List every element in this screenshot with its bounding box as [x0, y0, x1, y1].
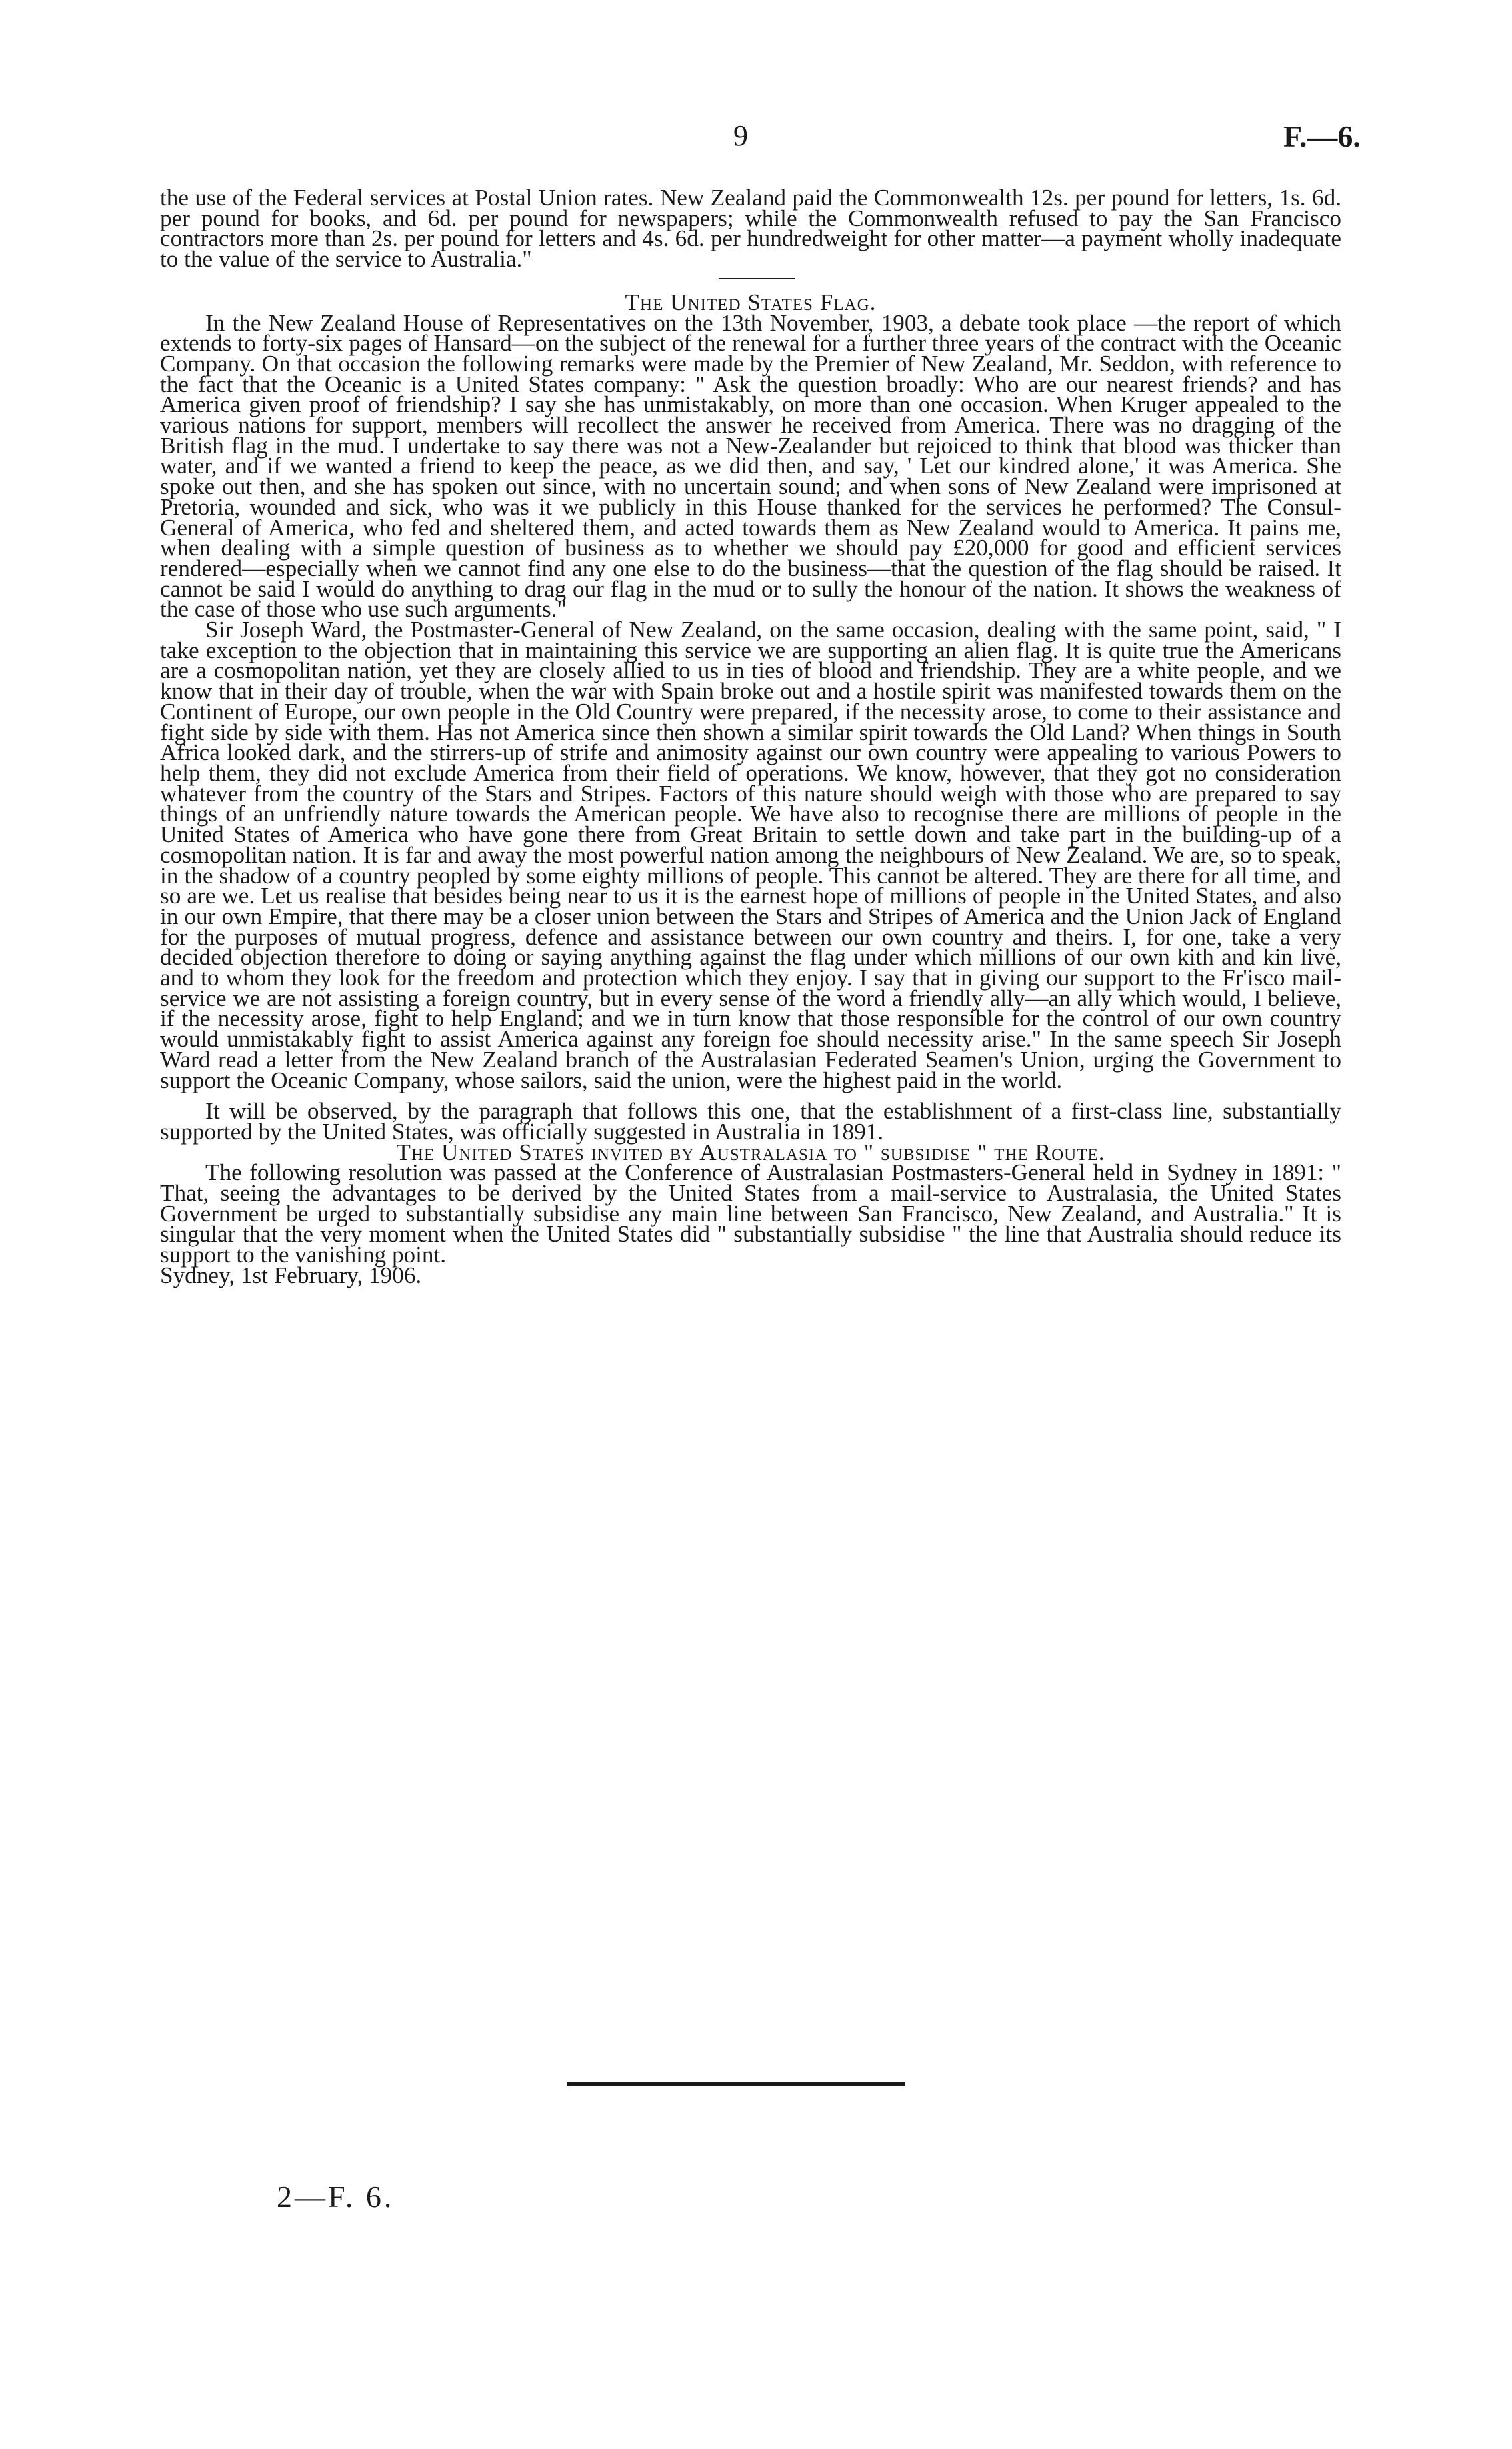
ward-paragraph: Sir Joseph Ward, the Postmaster-General of New Zealand, on the same occasion, dealing with the same point, said, " I take exception to the objection that in maintaining this service we are supporting an alien flag. It is quite true the Americans are a cosmopolitan nation, yet they are closely allied to us in ties of blood and friendship. They are a white people, and we know that in their day of trouble, when the war with Spain broke out and a hostile spirit was manifested towards them on the Continent of Europe, our own people in the Old Country were prepared, if the necessity arose, to come to their assistance and fight side by side with them. Has not America since then shown a similar spirit towards the Old Land? When things in South Africa looked dark, and the stirrers-up of strife and animosity against our own country were appealing to various Powers to help them, they did not exclude America from their field of operations. We know, however, that they got no consideration whatever from the country of the Stars and Stripes. Factors of this nature should weigh with those who are prepared to say things of an unfriendly nature towards the American people. We have also to recognise there are millions of people in the United States of America who have gone there from Great Britain to settle down and take part in the building-up of a cosmopolitan nation. It is far and away the most powerful nation among the neighbours of New Zealand. We are, so to speak, in the shadow of a country peopled by some eighty millions of people. This cannot be altered. They are there for all time, and so are we. Let us realise that besides being near to us it is the earnest hope of millions of people in the United States, and also in our own Empire, that there may be a closer union between the Stars and Stripes of America and the Union Jack of England for the purposes of mutual progress, defence and assistance between our own country and theirs. I, for one, take a very decided objection therefore to doing or saying anything against the flag under which millions of our own kith and kin live, and to whom they look for the freedom and protection which they enjoy. I say that in giving our support to the Fr'isco mail-service we are not assisting a foreign country, but in every sense of the word a friendly ally—an ally which would, I believe, if the necessity arose, fight to help England; and we in turn know that those responsible for the control of our own country would unmistakably fight to assist America against any foreign foe should necessity arise." In the same speech Sir Joseph Ward read a letter from the New Zealand branch of the Australasian Federated Seamen's Union, urging the Government to support the Oceanic Company, whose sailors, said the union, were the highest paid in the world.	[160, 617, 1341, 1093]
section-heading-flag: The United States Flag.	[625, 289, 877, 315]
footer-reference: 2—F. 6.	[277, 2180, 395, 2214]
section-divider	[719, 278, 795, 279]
opening-quote-paragraph: the use of the Federal services at Postal Union rates. New Zealand paid the Commonwealth 12s. per pound for letters, 1s. 6d. per pound for books, and 6d. per pound for newspapers; while the Commonwealth refused to pay the San Francisco contractors more than 2s. per pound for letters and 4s. 6d. per hundredweight for other matter—a payment wholly inadequate to the value of the service to Australia."	[160, 185, 1341, 273]
observation-paragraph: It will be observed, by the paragraph that follows this one, that the establishment of a first-class line, substantially supported by the United States, was officially suggested in Australia in 1891.	[160, 1098, 1341, 1145]
resolution-paragraph: The following resolution was passed at the Conference of Australasian Postmasters-General held in Sydney in 1891: " That, seeing the advantages to be derived by the United States from a mail-service to Australasia, the United States Government be urged to substantially subsidise any main line between San Francisco, New Zealand, and Australia." It is singular that the very moment when the United States did " substantially subsidise " the line that Australia should reduce its support to the vanishing point.	[160, 1159, 1341, 1268]
signoff-date: Sydney, 1st February, 1906.	[160, 1262, 422, 1288]
body-text	[160, 185, 1341, 1288]
page-number: 9	[733, 119, 748, 152]
seddon-paragraph: In the New Zealand House of Representatives on the 13th November, 1903, a debate took place —the report of which extends to forty-six pages of Hansard—on the subject of the renewal for a further three years of the contract with the Oceanic Company. On that occasion the following remarks were made by the Premier of New Zealand, Mr. Seddon, with reference to the fact that the Oceanic is a United States company: " Ask the question broadly: Who are our nearest friends? and has America given proof of friendship? I say she has unmistakably, on more than one occasion. When Kruger appealed to the various nations for support, members will recollect the answer he received from America. There was no dragging of the British flag in the mud. I undertake to say there was not a New-Zealander but rejoiced to think that blood was thicker than water, and if we wanted a friend to keep the peace, as we did then, and say, ' Let our kindred alone,' it was America. She spoke out then, and she has spoken out since, with no uncertain sound; and when sons of New Zealand were imprisoned at Pretoria, wounded and sick, who was it we publicly in this House thanked for the services he performed? The Consul-General of America, who fed and sheltered them, and acted towards them as New Zealand would to America. It pains me, when dealing with a simple question of business as to whether we should pay £20,000 for good and efficient services rendered—especially when we cannot find any one else to do the business—that the question of the flag should be raised. It cannot be said I would do anything to drag our flag in the mud or to sully the honour of the nation. It shows the weakness of the case of those who use such arguments."	[160, 309, 1341, 623]
end-rule	[567, 2082, 905, 2086]
document-reference: F.—6.	[1283, 119, 1361, 153]
section-heading-invited: The United States invited by Australasia to " subsidise " the Route.	[396, 1139, 1105, 1165]
